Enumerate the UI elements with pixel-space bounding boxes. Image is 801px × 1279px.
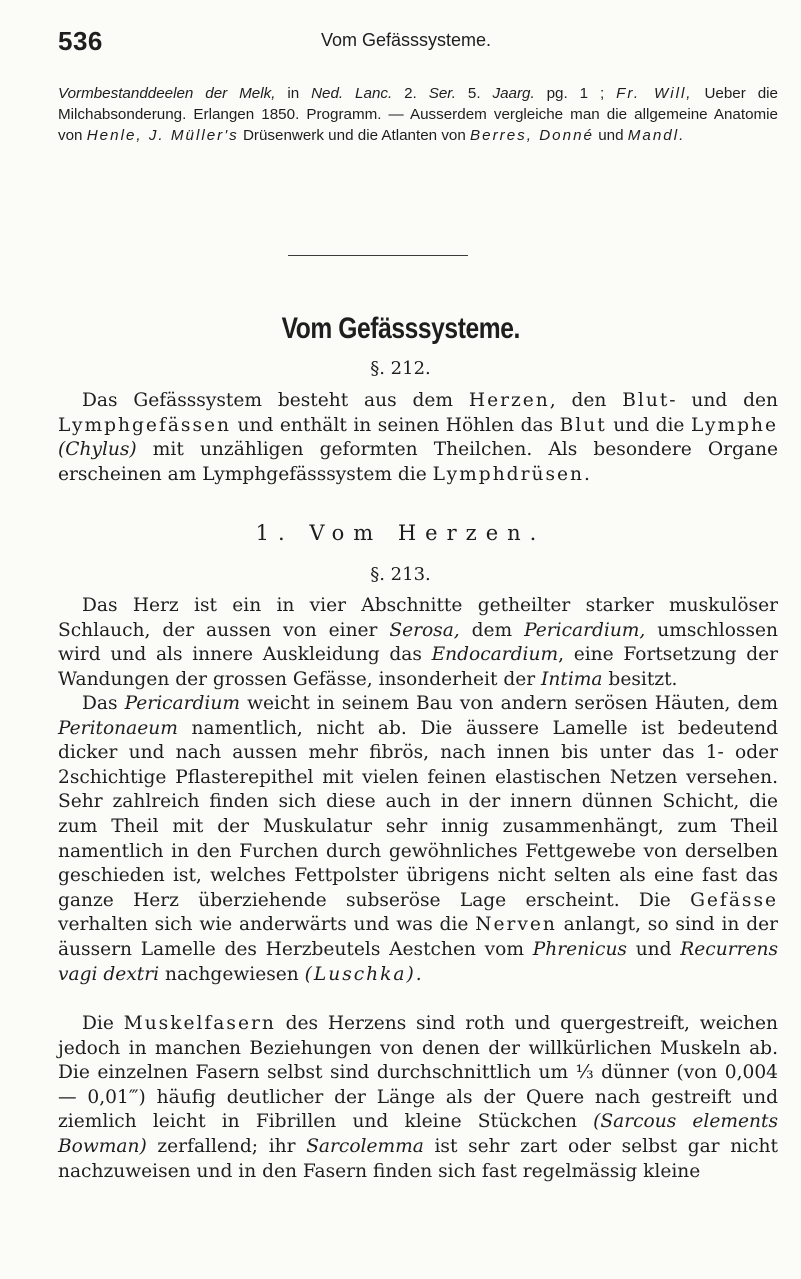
italic-term: Recurrens vagi dextri <box>58 938 778 985</box>
ref-text: in <box>275 85 312 102</box>
text-run: , den <box>549 390 623 411</box>
text-run: Das Herz ist ein in vier Abschnitte getheilter starker muskulöser Schlauch, der aussen von einer <box>58 595 778 641</box>
italic-term: Peritonaeum <box>58 717 178 739</box>
text-run: Die <box>82 1013 124 1034</box>
italic-term: Phrenicus <box>532 938 627 960</box>
subsection-heading: 1. Vom Herzen. <box>255 521 546 545</box>
text-run: namentlich, nicht ab. Die äussere Lamelle ist bedeutend dicker und nach aussen mehr fibrös, nach innen bis unter das 1- oder 2schichtige Pflasterepithel mit vielen feinen elastischen Netzen versehen. Sehr zahlreich finden sich diese auch in der innern dünnen Schicht, die zum Theil mit der Muskulatur sehr innig zusammenhängt, zum Theil namentlich in den Furchen durch gewöhnliches Fettgewebe von derselben geschieden ist, welches Fettpolster übrigens nicht selten als eine fast das ganze Herz überziehende subseröse Lage erscheint. Die <box>58 717 778 911</box>
text-run: ist sehr zart oder selbst gar nicht nachzuweisen und in den Fasern finden sich fast regelmässig kleine <box>58 1135 778 1182</box>
ref-text: 2. <box>392 85 429 102</box>
text-run: mit unzähligen geformten Theilchen. Als besondere Organe erscheinen am Lymphgefässsystem die <box>58 439 778 485</box>
ref-text: Drüsenwerk und die Atlanten von <box>238 127 471 144</box>
text-run: dem <box>459 619 525 641</box>
text-run: und <box>626 938 681 960</box>
reference-block <box>58 83 778 146</box>
text-run: Das <box>82 693 125 714</box>
ref-text: und <box>593 127 628 144</box>
italic-term: (Sarcous elements Bowman) <box>58 1111 778 1157</box>
paragraph-heart <box>58 594 778 692</box>
ref-authors: Henle, J. Müller's <box>86 127 239 144</box>
spaced-term: Nerven <box>475 914 557 936</box>
text-run: umschlossen wird und als innere Auskleidung das <box>58 619 779 666</box>
italic-spaced-term: (Luschka). <box>304 963 424 985</box>
text-run: anlangt, so sind in der äussern Lamelle des Herzbeutels Aestchen vom <box>58 914 778 960</box>
text-run: des Herzens sind roth und quergestreift, weichen jedoch in manchen Beziehungen von denen der willkürlichen Muskeln ab. Die einzelnen Fasern selbst sind durchschnittlich um ⅓ dünner (von 0,004 — 0,01‴) häufig deutlicher der Länge als der Quere nach gestreift und ziemlich leicht in Fibrillen und kleine Stückchen <box>58 1013 778 1133</box>
ref-authors: Berres, Donné <box>470 127 594 144</box>
text-run: und die <box>606 414 691 436</box>
spaced-term: Blut <box>622 390 670 411</box>
text-run: nachgewiesen <box>159 963 305 985</box>
ref-text: 5. <box>455 85 493 102</box>
paragraph-intro <box>58 389 778 487</box>
spaced-term: Lymphdrüsen <box>432 463 584 485</box>
chapter-heading: Vom Gefässsysteme. <box>281 312 520 345</box>
ref-title: Vormbestanddeelen der Melk, <box>58 85 276 102</box>
ref-author: Fr. Will, <box>616 85 693 102</box>
italic-term: Serosa, <box>389 619 460 641</box>
section-number: §. 213. <box>370 564 431 585</box>
italic-term: (Chylus) <box>58 439 137 461</box>
text-run: verhalten sich wie anderwärts und was die <box>58 914 476 936</box>
paragraph-pericardium <box>58 692 778 987</box>
spaced-term: Gefässe <box>690 889 778 911</box>
text-run: zerfallend; ihr <box>146 1135 307 1157</box>
spaced-term: Blut <box>559 414 607 436</box>
ref-author: Mandl. <box>627 127 686 144</box>
ref-journal: Ned. Lanc. <box>311 85 393 102</box>
italic-term: Intima <box>541 668 603 690</box>
italic-term: Sarcolemma <box>306 1135 424 1157</box>
text-run: Das Gefässsystem besteht aus dem <box>82 390 469 411</box>
spaced-term: Lymphe <box>690 414 778 436</box>
text-run: weicht in seinem Bau von andern serösen Häuten, dem <box>239 693 779 714</box>
text-run: . <box>583 463 590 485</box>
italic-term: Pericardium, <box>524 619 646 641</box>
spaced-term: Lymphgefässen <box>58 414 231 436</box>
italic-term: Endocardium <box>431 644 559 666</box>
text-run: und enthält in seinen Höhlen das <box>230 414 560 436</box>
section-divider <box>288 255 468 256</box>
text-run: - und den <box>669 390 778 411</box>
ref-text: Ueber die Milchabsonderung. Erlangen 1850. Programm. — Ausserdem vergleiche man die allgemeine Anatomie von <box>58 85 778 144</box>
text-run: , eine Fortsetzung der Wandungen der grossen Gefässe, insonderheit der <box>58 644 778 690</box>
ref-volume: Jaarg. <box>492 85 535 102</box>
page-number: 536 <box>58 26 103 56</box>
ref-text: pg. 1 ; <box>534 85 617 102</box>
running-header <box>58 26 778 62</box>
paragraph-muscle-fibers <box>58 1012 778 1184</box>
spaced-term: Herzen <box>468 390 550 411</box>
spaced-term: Muskelfasern <box>123 1013 276 1034</box>
ref-series: Ser. <box>428 85 456 102</box>
italic-term: Pericardium <box>124 693 240 714</box>
running-title: Vom Gefässsysteme. <box>321 30 492 50</box>
section-number: §. 212. <box>370 358 431 379</box>
text-run: besitzt. <box>602 668 678 690</box>
